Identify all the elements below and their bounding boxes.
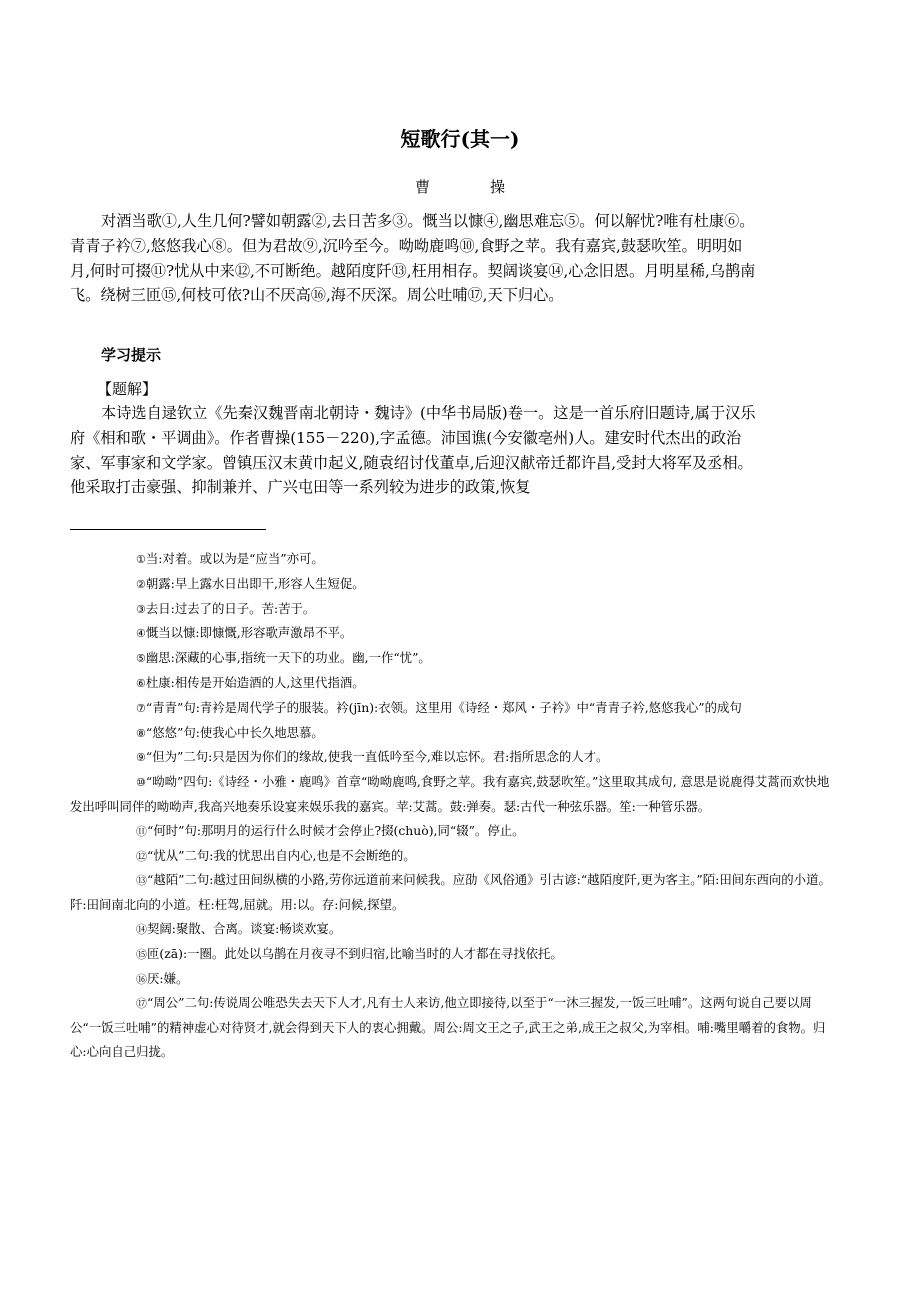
footnote-number: ⑯	[136, 972, 147, 986]
footnote-item	[70, 572, 840, 597]
footnote-item	[70, 942, 840, 967]
footnote-item	[70, 819, 840, 844]
footnote-number: ⑬	[136, 874, 147, 888]
footnote-text: “忧从”二句:我的忧思出自内心,也是不会断绝的。	[147, 847, 416, 863]
footnote-number: ⑫	[136, 849, 147, 863]
study-tips-heading: 学习提示	[101, 346, 162, 364]
footnote-text: 幽思:深藏的心事,指统一天下的功业。幽,一作“忧”。	[145, 650, 431, 666]
footnote-number: ④	[136, 627, 146, 641]
footnote-number: ⑭	[136, 922, 147, 936]
poem-text: 对酒当歌①,人生几何?譬如朝露②,去日苦多③。慨当以慷④,幽思难忘⑤。何以解忧?唯有杜康⑥。青青子衿⑦,悠悠我心⑧。但为君故⑨,沉吟至今。呦呦鹿鸣⑩,食野之苹。我有嘉宾,鼓瑟吹笙。明明如月,何时可掇⑪?忧从中来⑫,不可断绝。越陌度阡⑬,枉用相存。契阔谈宴⑭,心念旧恩。月明星稀,乌鹊南飞。绕树三匝⑮,何枝可依?山不厌高⑯,海不厌深。周公吐哺⑰,天下归心。	[70, 212, 756, 305]
footnote-number: ⑨	[136, 751, 146, 765]
intro-paragraph: 本诗选自逯钦立《先秦汉魏晋南北朝诗・魏诗》(中华书局版)卷一。这是一首乐府旧题诗,属于汉乐府《相和歌・平调曲》。作者曹操(155－220),字孟德。沛国谯(今安徽亳州)人。建安时代杰出的政治家、军事家和文学家。曾镇压汉末黄巾起义,随袁绍讨伐董卓,后迎汉献帝迁都许昌,受封大将军及丞相。他采取打击豪强、抑制兼并、广兴屯田等一系列较为进步的政策,恢复	[70, 404, 756, 497]
footnote-number: ⑪	[136, 824, 147, 838]
footnote-item	[70, 745, 840, 770]
footnote-number: ③	[136, 602, 146, 616]
footnote-text: “何时”句:那明月的运行什么时候才会停止?掇(chuò),同“辍”。停止。	[147, 822, 525, 838]
footnote-item	[70, 868, 840, 917]
footnote-number: ⑰	[136, 997, 147, 1011]
footnote-number: ⑦	[136, 701, 146, 715]
footnote-number: ⑩	[136, 776, 146, 790]
footnote-text: “周公”二句:传说周公唯恐失去天下人才,凡有士人来访,他立即接待,以至于“一沐三握发,一饭三吐哺”。这两句说自己要以周公“一饭三吐哺”的精神虚心对待贤才,就会得到天下人的衷心拥戴。周公:周文王之子,武王之弟,成王之叔父,为宰相。哺:嘴里嚼着的食物。归心:心向自己归拢。	[70, 995, 826, 1059]
footnote-number: ⑮	[136, 947, 147, 961]
footnote-text: 当:对着。或以为是“应当”亦可。	[145, 551, 324, 566]
footnote-item	[70, 671, 840, 696]
footnote-text: “但为”二句:只是因为你们的缘故,使我一直低吟至今,难以忘怀。君:指所思念的人才。	[145, 749, 609, 765]
footnote-item	[70, 770, 840, 819]
footnote-text: 去日:过去了的日子。苦:苦于。	[145, 600, 316, 616]
footnote-item	[70, 621, 840, 646]
author-given-name: 操	[490, 178, 506, 196]
footnote-number: ⑥	[136, 676, 146, 690]
footnote-text: 慨当以慷:即慷慨,形容歌声激昂不平。	[145, 625, 353, 641]
footnote-text: “越陌”二句:越过田间纵横的小路,劳你远道前来问候我。应劭《风俗通》引古谚:“越陌度阡,更为客主。”陌:田间东西向的小道。阡:田间南北向的小道。枉:枉驾,屈就。用:以。存:问候,探望。	[70, 872, 831, 913]
footnote-item	[70, 917, 840, 942]
footnote-item	[70, 597, 840, 622]
footnote-text: 匝(zā):一圈。此处以乌鹊在月夜寻不到归宿,比喻当时的人才都在寻找依托。	[147, 945, 563, 961]
footnote-item	[70, 967, 840, 992]
footnote-text: 厌:嫌。	[147, 970, 189, 986]
footnote-text: “呦呦”四句:《诗经・小雅・鹿鸣》首章“呦呦鹿鸣,食野之苹。我有嘉宾,鼓瑟吹笙。”这里取其成句, 意思是说鹿得艾蒿而欢快地发出呼叫同伴的呦呦声,我高兴地奏乐设宴来娱乐我的嘉宾。苹:艾蒿。鼓:弹奏。瑟:古代一种弦乐器。笙:一种管乐器。	[70, 774, 830, 814]
footnote-number: ⑧	[136, 726, 146, 740]
footnote-number: ⑤	[136, 652, 146, 666]
footnote-number: ②	[136, 577, 146, 591]
footnote-item	[70, 991, 840, 1063]
footnotes	[70, 547, 840, 1064]
footnote-divider	[70, 529, 266, 530]
footnote-text: “悠悠”句:使我心中长久地思慕。	[145, 724, 324, 740]
author-surname: 曹	[414, 178, 430, 196]
author-line	[0, 176, 920, 197]
footnote-text: 契阔:聚散、合离。谈宴:畅谈欢宴。	[147, 920, 342, 936]
footnote-item	[70, 646, 840, 671]
footnote-number: ①	[136, 553, 146, 566]
footnote-text: 朝露:早上露水日出即干,形容人生短促。	[145, 575, 365, 591]
footnote-text: “青青”句:青衿是周代学子的服装。衿(jīn):衣领。这里用《诗经・郑风・子衿》中“青青子衿,悠悠我心”的成句	[145, 699, 742, 715]
footnote-item	[70, 547, 840, 572]
footnote-item	[70, 844, 840, 869]
footnote-item	[70, 696, 840, 721]
poem-title: 短歌行(其一)	[400, 127, 520, 151]
footnote-item	[70, 721, 840, 746]
footnote-text: 杜康:相传是开始造酒的人,这里代指酒。	[145, 674, 365, 690]
tijie-label: 【题解】	[97, 380, 158, 398]
